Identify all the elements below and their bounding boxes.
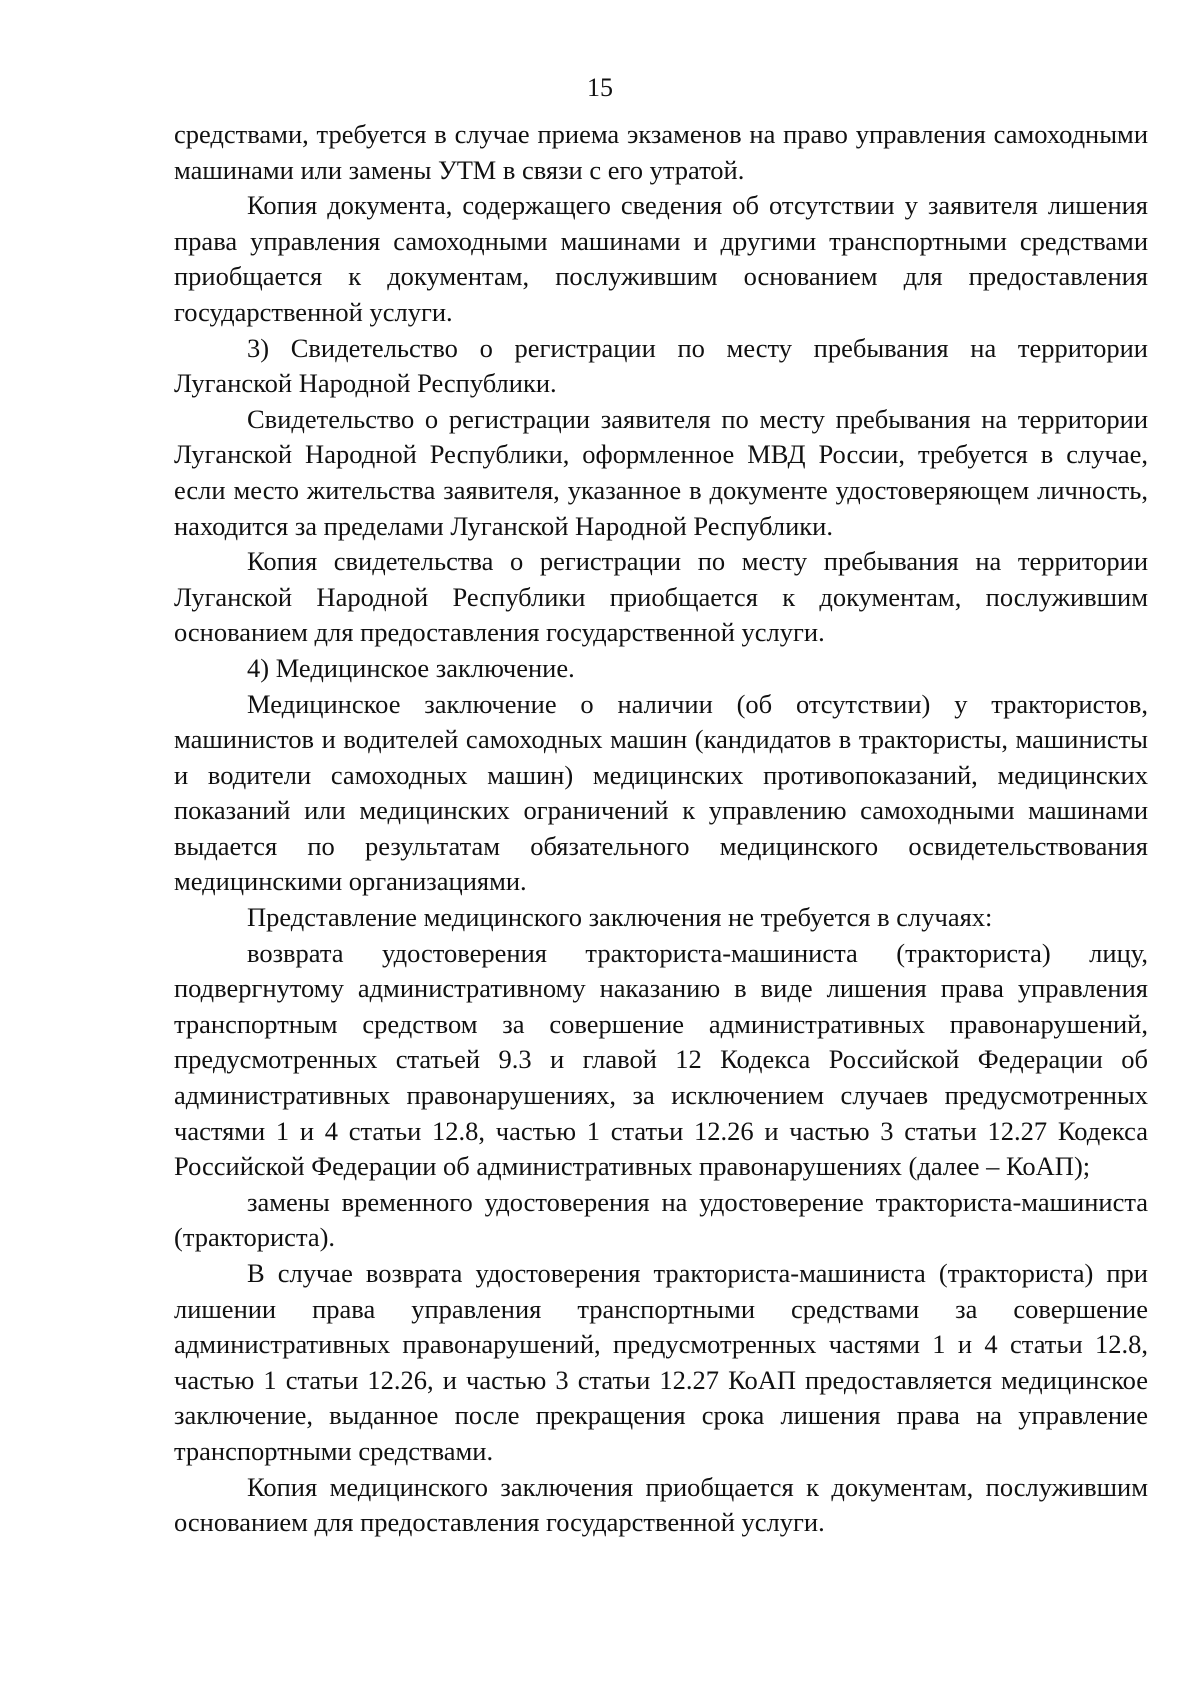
paragraph: Копия медицинского заключения приобщается к документам, послужившим основанием для предоставления государственной услуги. — [174, 1471, 1148, 1538]
document-body — [174, 117, 1148, 1541]
paragraph: Представление медицинского заключения не требуется в случаях: — [247, 902, 993, 933]
paragraph: Копия документа, содержащего сведения об отсутствии у заявителя лишения права управления самоходными машинами и другими транспортными средствами приобщается к документам, послужившим основанием для предоставления государственной услуги. — [174, 190, 1148, 327]
paragraph: Свидетельство о регистрации заявителя по месту пребывания на территории Луганской Народной Республики, оформленное МВД России, требуется в случае, если место жительства заявителя, указанное в документе удостоверяющем личность, находится за пределами Луганской Народной Республики. — [174, 403, 1148, 541]
paragraph: средствами, требуется в случае приема экзаменов на право управления самоходными машинами или замены УТМ в связи с его утратой. — [174, 119, 1148, 185]
paragraph: 4) Медицинское заключение. — [247, 652, 575, 683]
paragraph: Медицинское заключение о наличии (об отсутствии) у трактористов, машинистов и водителей самоходных машин (кандидатов в трактористы, машинисты и водители самоходных машин) медицинских противопоказаний, медицинских показаний или медицинских ограничений к управлению самоходными машинами выдается по результатам обязательного медицинского освидетельствования медицинскими организациями. — [174, 688, 1148, 897]
paragraph: замены временного удостоверения на удостоверение тракториста-машиниста (тракториста). — [174, 1186, 1148, 1253]
paragraph: 3) Свидетельство о регистрации по месту пребывания на территории Луганской Народной Республики. — [174, 332, 1148, 399]
paragraph: Копия свидетельства о регистрации по месту пребывания на территории Луганской Народной Республики приобщается к документам, послужившим основанием для предоставления государственной услуги. — [174, 546, 1148, 648]
page-number: 15 — [587, 73, 613, 102]
paragraph: В случае возврата удостоверения тракториста-машиниста (тракториста) при лишении права управления транспортными средствами за совершение административных правонарушений, предусмотренных частями 1 и 4 статьи 12.8, частью 1 статьи 12.26, и частью 3 статьи 12.27 КоАП предоставляется медицинское заключение, выданное после прекращения срока лишения права на управление транспортными средствами. — [174, 1258, 1148, 1466]
paragraph: возврата удостоверения тракториста-машиниста (тракториста) лицу, подвергнутому административному наказанию в виде лишения права управления транспортным средством за совершение административных правонарушений, предусмотренных статьей 9.3 и главой 12 Кодекса Российской Федерации об административных правонарушениях, за исключением случаев предусмотренных частями 1 и 4 статьи 12.8, частью 1 статьи 12.26 и частью 3 статьи 12.27 Кодекса Российской Федерации об административных правонарушениях (далее – КоАП); — [174, 937, 1148, 1182]
